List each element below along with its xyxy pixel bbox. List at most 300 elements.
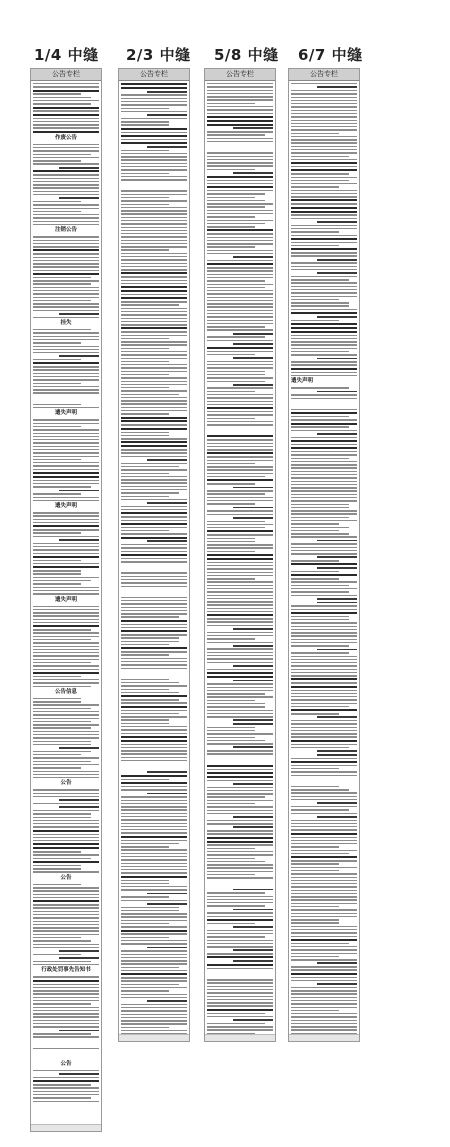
text-line: [317, 602, 357, 604]
text-line: [291, 341, 357, 342]
text-line: [121, 637, 179, 638]
text-line: [207, 780, 273, 781]
text-line: [121, 702, 187, 703]
text-line: [291, 913, 357, 914]
text-line: [207, 246, 255, 247]
text-line: [291, 203, 357, 204]
text-line: [291, 276, 357, 277]
text-line: [207, 527, 265, 528]
text-line: [207, 841, 273, 843]
text-line: [291, 906, 339, 907]
paragraph-gap: [33, 1051, 99, 1059]
text-line: [207, 503, 255, 504]
text-line: [291, 527, 349, 528]
text-line: [33, 622, 99, 623]
text-line: [33, 676, 81, 677]
text-line: [207, 796, 265, 797]
text-line: [121, 775, 187, 777]
text-line: [33, 1020, 99, 1021]
text-line: [207, 874, 255, 875]
text-line: [207, 240, 273, 241]
text-line: [121, 516, 187, 517]
text-line: [291, 199, 357, 201]
text-line: [33, 894, 99, 895]
text-line: [291, 771, 357, 772]
text-line: [207, 844, 273, 845]
text-line: [207, 229, 273, 231]
text-line: [291, 513, 357, 514]
text-line: [33, 174, 99, 175]
paragraph-gap: [121, 763, 187, 771]
text-line: [121, 200, 187, 201]
text-line: [291, 690, 357, 691]
text-line: [207, 953, 273, 954]
text-line: [59, 197, 99, 199]
text-line: [207, 274, 273, 275]
paragraph-gap: [33, 1040, 99, 1048]
notice-heading: 公告: [60, 1061, 72, 1068]
text-line: [121, 269, 187, 270]
text-line: [291, 973, 357, 975]
text-line: [121, 840, 187, 841]
text-line: [33, 669, 99, 670]
text-line: [207, 621, 273, 622]
text-line: [207, 233, 273, 234]
text-line: [121, 166, 187, 167]
text-line: [121, 800, 187, 801]
text-line: [121, 710, 187, 711]
text-line: [291, 571, 339, 572]
text-line: [207, 588, 273, 589]
text-line: [121, 886, 187, 887]
text-line: [291, 412, 357, 414]
text-line: [317, 716, 357, 718]
text-line: [121, 849, 187, 850]
text-line: [291, 936, 357, 937]
text-line: [207, 964, 273, 966]
text-line: [291, 846, 339, 847]
text-line: [207, 404, 273, 405]
text-line: [291, 903, 357, 904]
text-line: [121, 586, 187, 587]
text-line: [207, 541, 255, 542]
text-line: [33, 682, 99, 683]
text-line: [121, 466, 179, 467]
text-line: [291, 180, 349, 181]
text-line: [33, 459, 81, 460]
text-line: [291, 896, 357, 897]
text-line: [291, 484, 357, 485]
text-line: [121, 747, 187, 748]
text-line: [207, 899, 273, 900]
text-line: [233, 357, 273, 359]
text-line: [291, 987, 357, 988]
text-line: [121, 829, 187, 830]
text-line: [291, 768, 339, 769]
text-line: [207, 769, 273, 770]
text-line: [121, 104, 187, 105]
text-line: [33, 342, 81, 343]
text-line: [33, 917, 99, 918]
text-line: [121, 658, 187, 659]
text-line: [121, 213, 187, 214]
text-line: [207, 197, 255, 198]
text-line: [207, 713, 273, 714]
text-line: [291, 497, 357, 498]
text-line: [291, 116, 357, 117]
text-line: [121, 757, 187, 758]
text-line: [207, 837, 273, 839]
text-line: [147, 771, 187, 773]
text-line: [291, 186, 339, 187]
text-line: [33, 336, 99, 337]
text-line: [121, 685, 187, 686]
text-line: [121, 420, 187, 422]
text-line: [33, 751, 91, 752]
text-line: [207, 1023, 265, 1024]
text-line: [121, 716, 187, 717]
text-line: [33, 789, 99, 790]
text-line: [121, 603, 187, 604]
text-line: [291, 467, 357, 468]
text-line: [207, 323, 273, 324]
text-line: [121, 744, 187, 745]
text-line: [291, 426, 349, 427]
text-line: [291, 826, 357, 827]
text-line: [121, 124, 169, 125]
text-line: [121, 263, 187, 264]
text-line: [33, 777, 99, 778]
text-line: [121, 994, 187, 995]
text-line: [233, 127, 273, 129]
text-line: [207, 690, 273, 691]
text-line: [33, 851, 81, 852]
paragraph-gap: [207, 144, 273, 152]
text-line: [33, 160, 81, 161]
text-line: [121, 527, 187, 528]
text-line: [33, 191, 99, 192]
text-line: [121, 139, 187, 140]
text-line: [121, 489, 187, 490]
text-line: [291, 338, 357, 339]
text-line: [121, 668, 187, 669]
text-line: [33, 270, 99, 271]
text-line: [207, 443, 273, 444]
text-line: [291, 645, 349, 646]
text-line: [33, 961, 91, 962]
text-line: [121, 943, 187, 944]
text-line: [33, 293, 99, 294]
text-line: [33, 774, 99, 775]
text-line: [207, 351, 273, 352]
text-line: [121, 452, 187, 453]
text-line: [33, 446, 99, 447]
text-line: [207, 446, 273, 447]
text-line: [207, 124, 273, 126]
text-line: [33, 837, 99, 838]
text-line: [207, 706, 265, 707]
text-line: [121, 582, 187, 583]
text-line: [207, 93, 273, 94]
text-line: [317, 962, 357, 964]
text-line: [291, 320, 339, 321]
text-line: [317, 556, 357, 558]
text-line: [33, 404, 81, 405]
text-line: [207, 923, 255, 924]
text-line: [121, 933, 187, 934]
text-line: [121, 223, 187, 224]
text-line: [33, 208, 99, 209]
text-line: [207, 156, 273, 157]
column-body: [205, 81, 275, 1041]
text-line: [121, 297, 187, 299]
text-line: [291, 193, 357, 194]
text-line: [121, 338, 169, 339]
text-line: [291, 464, 357, 465]
text-line: [121, 87, 187, 89]
text-line: [291, 302, 349, 303]
text-line: [33, 224, 99, 225]
text-line: [207, 727, 255, 728]
text-line: [33, 386, 99, 387]
text-line: [33, 107, 99, 109]
text-line: [33, 803, 99, 804]
text-line: [147, 903, 187, 905]
text-line: [207, 1013, 265, 1014]
text-line: [291, 605, 357, 606]
text-line: [291, 1013, 357, 1014]
text-line: [291, 863, 339, 864]
text-line: [33, 100, 99, 101]
text-line: [121, 607, 187, 608]
text-line: [207, 568, 273, 569]
text-line: [291, 327, 357, 329]
text-line: [121, 156, 187, 157]
text-line: [33, 944, 99, 945]
text-line: [291, 595, 357, 596]
text-line: [33, 1070, 99, 1071]
text-line: [207, 676, 273, 678]
text-line: [207, 414, 273, 415]
notice-column-3: [204, 68, 276, 1042]
text-line: [33, 672, 99, 674]
text-line: [121, 997, 187, 998]
text-line: [121, 108, 169, 109]
text-line: [147, 91, 187, 93]
text-line: [317, 754, 357, 756]
text-line: [121, 963, 187, 964]
text-line: [291, 959, 357, 960]
text-line: [33, 911, 99, 912]
text-line: [207, 90, 273, 91]
text-line: [33, 587, 99, 588]
text-line: [121, 207, 187, 208]
text-line: [207, 103, 255, 104]
text-line: [291, 361, 357, 362]
text-line: [121, 940, 187, 941]
text-line: [33, 1036, 99, 1037]
paragraph-gap: [121, 589, 187, 597]
text-line: [207, 787, 273, 788]
text-line: [207, 743, 273, 744]
notice-column-1: [30, 68, 102, 1132]
text-line: [291, 166, 357, 167]
notice-column-2: [118, 68, 190, 1042]
text-line: [207, 424, 273, 425]
text-line: [121, 699, 179, 700]
text-line: [33, 546, 99, 547]
text-line: [291, 966, 357, 967]
text-line: [33, 987, 99, 988]
text-line: [33, 884, 81, 885]
text-line: [121, 311, 187, 312]
text-line: [291, 211, 357, 213]
text-line: [33, 553, 99, 554]
text-line: [33, 184, 99, 185]
text-line: [121, 664, 187, 665]
text-line: [121, 647, 187, 649]
text-line: [33, 655, 99, 656]
text-line: [59, 355, 99, 357]
text-line: [207, 979, 273, 980]
text-line: [317, 649, 357, 651]
text-line: [207, 933, 273, 934]
text-line: [207, 381, 265, 382]
text-line: [33, 698, 81, 699]
text-line: [207, 407, 273, 409]
text-line: [207, 267, 273, 268]
text-line: [33, 300, 91, 301]
text-line: [207, 696, 273, 697]
text-line: [59, 806, 99, 808]
text-line: [291, 588, 357, 589]
text-line: [121, 246, 187, 247]
paragraph-gap: [121, 671, 187, 679]
text-line: [121, 397, 187, 398]
text-line: [207, 1002, 273, 1003]
text-line: [121, 173, 169, 174]
text-line: [59, 1030, 99, 1032]
text-line: [121, 579, 187, 580]
text-line: [33, 990, 99, 991]
text-line: [291, 860, 357, 861]
text-line: [291, 238, 357, 240]
text-line: [317, 259, 357, 261]
text-line: [233, 507, 273, 509]
text-line: [121, 428, 187, 430]
column-body: [31, 81, 101, 1102]
column-title-2: 2/3 中缝: [126, 46, 191, 64]
text-line: [207, 306, 273, 307]
text-line: [291, 242, 357, 243]
column-header: 公告专栏: [205, 69, 275, 81]
text-line: [121, 920, 187, 921]
text-line: [207, 277, 273, 278]
text-line: [291, 299, 339, 300]
text-line: [291, 110, 357, 111]
text-line: [33, 659, 99, 660]
text-line: [121, 509, 187, 510]
text-line: [207, 210, 273, 211]
text-line: [121, 304, 179, 305]
text-line: [33, 830, 99, 832]
text-line: [121, 135, 187, 137]
text-line: [207, 625, 273, 626]
text-line: [317, 540, 357, 542]
text-line: [291, 129, 357, 130]
text-line: [291, 629, 357, 630]
text-line: [121, 128, 187, 130]
text-line: [121, 832, 187, 833]
text-line: [207, 551, 255, 552]
text-line: [33, 570, 81, 571]
text-line: [121, 624, 187, 625]
text-line: [233, 949, 273, 951]
text-line: [33, 373, 99, 374]
text-line: [33, 744, 91, 745]
text-line: [291, 949, 357, 950]
text-line: [207, 672, 273, 674]
text-line: [291, 173, 349, 174]
text-line: [207, 648, 273, 649]
text-line: [33, 563, 99, 564]
text-line: [291, 574, 357, 576]
text-line: [207, 374, 265, 375]
text-line: [207, 96, 273, 97]
text-line: [121, 729, 187, 730]
text-line: [207, 902, 273, 903]
text-line: [291, 856, 357, 858]
text-line: [33, 110, 99, 111]
text-line: [121, 432, 169, 433]
text-line: [33, 249, 99, 251]
text-line: [291, 877, 357, 878]
text-line: [207, 452, 273, 454]
text-line: [233, 665, 273, 667]
text-line: [207, 753, 273, 754]
text-line: [207, 336, 265, 337]
text-line: [121, 121, 169, 122]
text-line: [121, 554, 187, 556]
text-line: [207, 310, 273, 311]
text-line: [233, 487, 273, 489]
text-line: [121, 240, 187, 241]
text-line: [147, 893, 187, 895]
text-line: [207, 986, 273, 987]
text-line: [207, 364, 273, 365]
text-line: [121, 627, 187, 628]
text-line: [121, 377, 187, 378]
text-line: [121, 387, 169, 388]
text-line: [207, 169, 255, 170]
text-line: [33, 927, 99, 928]
text-line: [33, 500, 99, 501]
text-line: [33, 649, 99, 650]
text-line: [121, 94, 187, 95]
text-line: [291, 993, 357, 994]
text-line: [33, 221, 99, 222]
text-line: [121, 341, 187, 342]
text-line: [121, 896, 169, 897]
text-line: [207, 618, 273, 619]
text-line: [33, 625, 99, 627]
text-line: [291, 490, 357, 491]
text-line: [291, 1026, 357, 1027]
text-line: [207, 463, 255, 464]
text-line: [121, 159, 187, 160]
text-line: [121, 597, 187, 598]
text-line: [291, 481, 357, 482]
